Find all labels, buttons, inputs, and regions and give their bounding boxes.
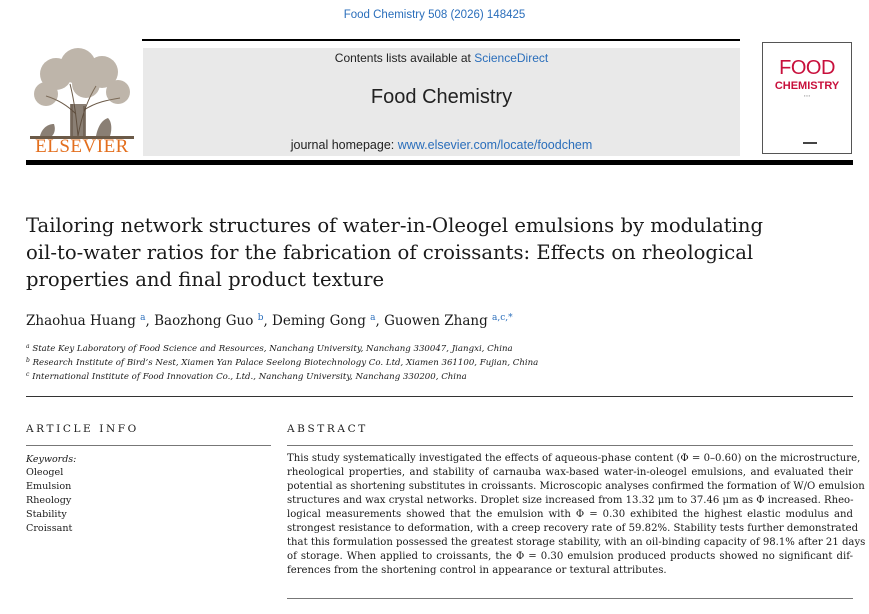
affiliation-mark: c (26, 371, 30, 378)
cover-food-text: FOOD (779, 57, 835, 79)
abstract-bottom-rule (287, 598, 853, 599)
cover-bar (803, 142, 817, 144)
author-affiliation-mark[interactable]: a (140, 313, 146, 323)
section-rule (26, 396, 853, 397)
abstract-line: structures and wax crystal networks. Droplet size increased from 13.32 μm to 37.46 μm as Φ increased. Rheo- (287, 495, 854, 507)
homepage-link[interactable]: www.elsevier.com/locate/foodchem (397, 138, 593, 152)
homepage-line (143, 138, 740, 152)
cover-detail: ▪ ▪ ▪ (804, 94, 810, 98)
keywords-label: Keywords: (26, 454, 77, 465)
sciencedirect-link[interactable]: ScienceDirect (474, 51, 549, 65)
author-name[interactable]: Guowen Zhang (384, 313, 488, 329)
affiliation (26, 358, 846, 368)
top-rule (142, 39, 740, 41)
abstract-text (287, 452, 866, 578)
affiliation-mark: a (26, 343, 30, 350)
publisher-name: ELSEVIER (35, 136, 129, 157)
affiliation-text: International Institute of Food Innovation Co., Ltd., Nanchang University, Nanchang 330200, China (32, 372, 467, 382)
article-info-rule (26, 445, 271, 446)
author-list (26, 313, 826, 329)
keyword: Emulsion (26, 481, 72, 492)
abstract-heading: ABSTRACT (287, 423, 368, 435)
affiliation (26, 372, 846, 382)
abstract-line: rheological properties, and stability of carnauba wax-based water-in-oleogel emulsions, and evaluated their (287, 467, 853, 479)
homepage-prefix: journal homepage: (290, 138, 398, 152)
author-name[interactable]: Zhaohua Huang (26, 313, 136, 329)
journal-title: Food Chemistry (370, 86, 513, 108)
contents-line (143, 51, 740, 65)
keyword: Stability (26, 509, 67, 520)
abstract-line: logical measurements showed that the emulsion with Φ = 0.30 exhibited the highest elastic modulus and (287, 509, 853, 521)
keyword: Rheology (26, 495, 72, 506)
header-thick-rule (26, 160, 853, 165)
author-separator: , (263, 313, 273, 329)
abstract-line: strongest resistance to deformation, with a creep recovery rate of 59.82%. Stability tests further demonstrated (287, 523, 859, 535)
author-separator: , (145, 313, 155, 329)
abstract-rule (287, 445, 853, 446)
keyword: Croissant (26, 523, 73, 534)
author-name[interactable]: Deming Gong (272, 313, 366, 329)
affiliation (26, 344, 846, 354)
journal-citation[interactable]: Food Chemistry 508 (2026) 148425 (343, 9, 526, 21)
article-title (26, 212, 826, 293)
abstract-line: ferences from the shortening control in appearance or textural attributes. (287, 565, 667, 577)
abstract-line: that this formulation possessed the greatest storage stability, with an oil-binding capacity of 98.1% after 21 days (287, 537, 866, 549)
title-line: Tailoring network structures of water-in-Oleogel emulsions by modulating (26, 214, 764, 237)
journal-cover[interactable] (762, 42, 852, 154)
abstract-line: potential as shortening substitutes in croissants. Microscopic analyses confirmed the formation of W/O emulsion (287, 481, 865, 493)
title-line: properties and final product texture (26, 268, 385, 291)
affiliation-mark: b (26, 357, 30, 364)
cover-chemistry-text: CHEMISTRY (774, 80, 840, 92)
abstract-line: of storage. When applied to croissants, the Φ = 0.30 emulsion produced products showed no significant dif- (287, 551, 853, 563)
affiliation-text: State Key Laboratory of Food Science and Resources, Nanchang University, Nanchang 330047, Jiangxi, China (32, 344, 513, 354)
author-separator: , (375, 313, 385, 329)
article-info-heading: ARTICLE INFO (26, 423, 139, 435)
affiliation-text: Research Institute of Bird’s Nest, Xiamen Yan Palace Seelong Biotechnology Co. Ltd, Xiamen 361100, Fujian, China (32, 358, 539, 368)
author-affiliation-mark[interactable]: a (370, 313, 376, 323)
author-affiliation-mark[interactable]: b (257, 313, 264, 323)
title-line: oil-to-water ratios for the fabrication of croissants: Effects on rheological (26, 241, 754, 264)
keyword: Oleogel (26, 467, 64, 478)
contents-prefix: Contents lists available at (334, 51, 475, 65)
author-name[interactable]: Baozhong Guo (154, 313, 254, 329)
author-affiliation-mark[interactable]: a,c,* (492, 313, 513, 323)
abstract-line: This study systematically investigated the effects of aqueous-phase content (Φ = 0–0.60) on the microstructure, (287, 453, 861, 464)
